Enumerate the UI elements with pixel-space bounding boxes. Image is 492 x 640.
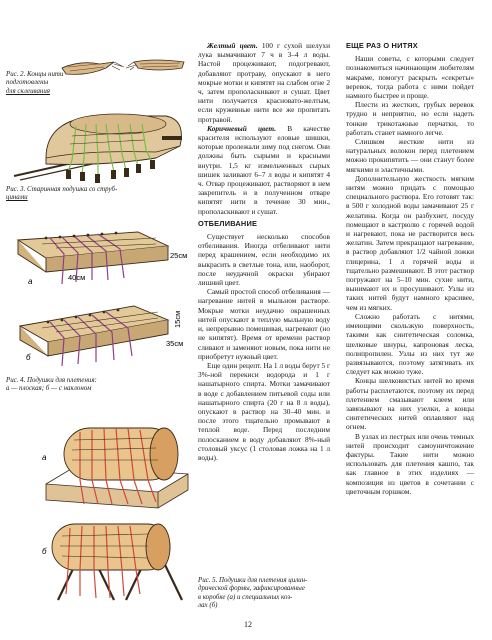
figure-2-caption	[6, 71, 96, 96]
figure-5-caption	[198, 577, 334, 610]
paragraph-boil: Слишком жесткие нити из натуральных волокон перед плетением можно прокипятить — они станут более мягкими и эластичными.	[346, 137, 474, 174]
paragraph-dark-threads: В узлах из пестрых или очень темных нитей происходит самоуничтожение фактуры. Такие нити можно использовать для плетения кашпо, так как главное в этих изделиях — композиция из цветов в сочетании с цветочным горшком.	[346, 431, 475, 496]
figure-2-caption-line-2: для склеивания	[6, 87, 50, 95]
figure-4-illustration	[6, 210, 192, 372]
paragraph-gelatin: Дополнительную жесткость мягким нитям можно придать с помощью специального раствора. Его готовят так: в 500 г холодной воды замачивают 25 г желатина. Когда он разбухнет, посуду помещают в кастрюлю с горячей водой и нагревают, пока не растворится весь желатин. Затем прекращают нагревание, в раствор добавляют 1/2 чайной ложки глицерина, 1 л горячей воды и тщательно размешивают. В этот раствор погружают на 5–10 мин. сухие нити, вынимают их и просушивают. Узлы из таких нитей будут намного красивее, чем из мягких.	[346, 173, 474, 312]
figure-4-caption-line-1: Рис. 4. Подушки для плетения:	[6, 377, 97, 384]
heading-bleaching: ОТБЕЛИВАНИЕ	[198, 218, 258, 228]
figure-5-caption-line-3: в коробке (а) и специальных коз-	[198, 593, 293, 601]
brown-color-lead: Коричневый цвет.	[207, 123, 277, 133]
figure-5-illustration	[40, 404, 194, 618]
figure-2-caption-line-1: Рис. 2. Концы нити подготовлены	[6, 71, 64, 87]
figure-3-illustration	[6, 106, 192, 186]
paragraph-bleach-recipe: Еще один рецепт. На 1 л воды берут 5 г 3%-ной перекиси водорода и 1 г нашатырного спирта. Мотки замачивают в воде с добавлением питьевой соды или нашатырного спирта (20 г на 8 л воды), опускают в раствор на 30–40 мин. и после этого тщательно промывают в теплой воде. Перед последним полосканием в воду добавляют 8%-ный столовый уксус (1 столовая ложка на 1 л воды).	[198, 360, 331, 462]
figure-4-label-b: б	[26, 353, 31, 362]
figure-5-caption-line-4: лах (б)	[198, 601, 218, 609]
paragraph-brown-color	[198, 124, 330, 216]
figure-4-label-25cm: 25см	[170, 251, 188, 260]
figure-5-label-a: а	[42, 453, 47, 462]
figure-5-label-b: б	[42, 547, 47, 556]
figure-3-caption-line-2: цинами	[6, 194, 28, 202]
paragraph-bleach-soap: Самый простой способ отбеливания — нагревание нитей в мыльном растворе. Мокрые мотки неудачно окрашенных нитей опускают в теплую мыльную воду и, непрерывно помешивая, нагревают (но не кипятят). Время от времени раствор сливают и заменяют новым, пока нити не приобретут нужный цвет.	[198, 287, 330, 361]
figure-4-caption-line-2: а — плоская; б — с наклоном	[6, 385, 92, 393]
page-number: 12	[244, 620, 252, 629]
figure-5-caption-line-2: дрической формы, зафиксированные	[198, 585, 305, 593]
brown-color-text: В качестве красителя используют еловые шишки, которые пролежали зиму под снегом. Они должны быть сырыми и красными внутри. 1,5 кг измельченных сырых шишек заливают 6–7 л воды и кипятят 4 ч. Отвар процеживают, растворяют в нем закрепитель и в полученном отваре кипятят нити в течение 30 мин., прополаскивают и сушат.	[198, 123, 331, 216]
heading-about-threads: ЕЩЕ РАЗ О НИТЯХ	[346, 41, 418, 50]
figure-4-label-a: а	[28, 277, 33, 286]
paragraph-threads-intro: Наши советы, с которыми следует познакомиться начинающим любителям макраме, помогут раскрыть «секреты» веревок, тогда работа с ними пойдет намного быстрее и проще.	[346, 54, 474, 101]
yellow-color-lead: Желтый цвет.	[207, 41, 258, 50]
right-text-column	[346, 41, 474, 496]
paragraph-yellow-color	[198, 41, 330, 124]
figure-3-caption-line-1: Рис. 3. Старинная подушка со струб-	[6, 186, 118, 193]
figure-4-label-15cm: 15см	[173, 310, 182, 328]
yellow-color-text: 100 г сухой шелухи лука вымачивают 7 ч в 3–4 л воды. Настой процеживают, подогревают, добавляют протраву, опускают в него мокрые мотки и кипятят на слабом огне 2 ч, затем прополаскивают и сушат. Цвет нити получается красновато-желтым, если кружевные нити все же пропитать протравой.	[198, 41, 330, 124]
paragraph-bleach-intro: Существует несколько способов отбеливания. Иногда отбеливают нити перед крашением, если необходимо их выкрасить в светлые тона, или, наоборот, после неудачной окраски убирают лишний цвет.	[198, 232, 330, 288]
figure-4-label-40cm: 40см	[68, 273, 86, 282]
figure-4-caption	[6, 377, 126, 394]
figure-4-label-35cm: 35см	[166, 339, 184, 348]
middle-text-column	[198, 41, 330, 462]
figure-3-caption	[6, 186, 126, 203]
paragraph-slippery: Сложно работать с нитями, имеющими скользкую поверхность, такими как синтетическая соломка, шелковые шнуры, капроновая леска, полипропилен. Узлы из них тут же развязываются, поэтому затягивать их следует как можно туже.	[346, 311, 474, 377]
paragraph-gloves: Плести из жестких, грубых веревок трудно и неприятно, но если надеть тонкие трикотажные перчатки, то работать станет намного легче.	[346, 100, 474, 137]
figure-5-caption-line-1: Рис. 5. Подушки для плетения цилин-	[198, 577, 308, 584]
paragraph-silk-ends: Концы шелковистых нитей во время работы расплетаются, поэтому их перед плетением смазывают клеем или завязывают на них узелки, а концы синтетических нитей оплавляют над огнем.	[346, 376, 474, 432]
